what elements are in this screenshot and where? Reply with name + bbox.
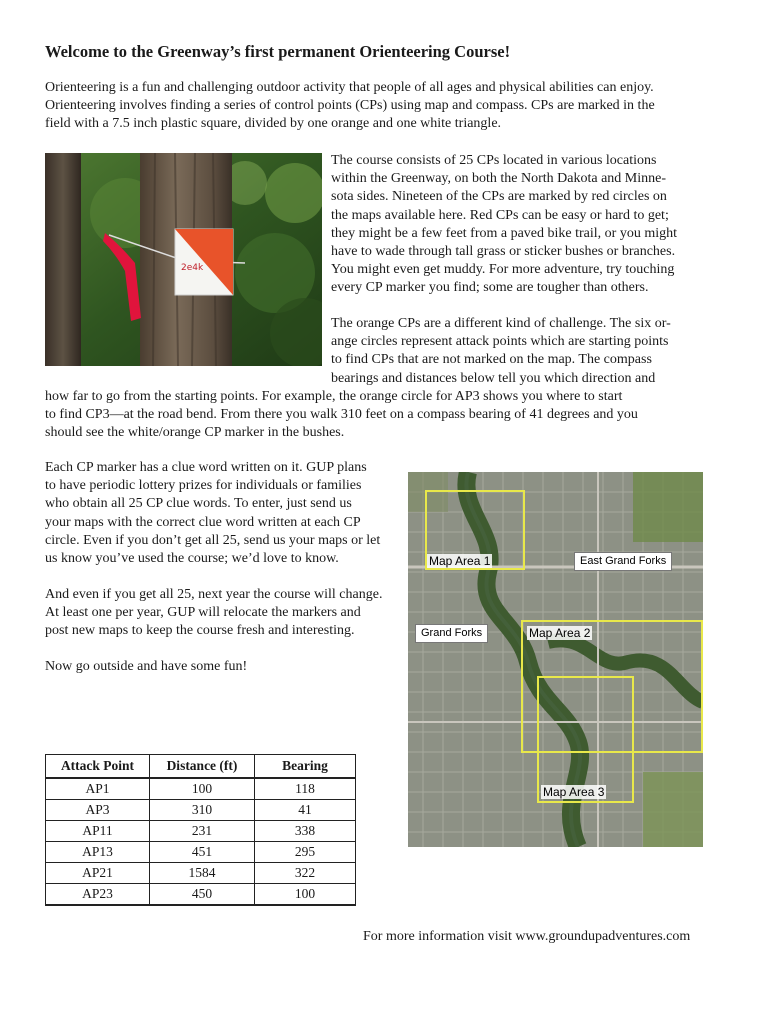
text-line: us know you’ve used the course; we’d love to know.	[45, 551, 339, 567]
text-line: field with a 7.5 inch plastic square, divided by one orange and one white triangle.	[45, 116, 502, 132]
page-title: Welcome to the Greenway’s first permanent Orienteering Course!	[45, 42, 511, 61]
bearing-cell: 41	[255, 800, 356, 821]
text-line: who obtain all 25 CP clue words. To enter, just send us	[45, 496, 352, 512]
distance-cell: 231	[150, 821, 255, 842]
cp-marker-photo	[45, 153, 322, 366]
text-line: within the Greenway, on both the North Dakota and Minne-	[331, 171, 667, 187]
aerial-map	[408, 472, 703, 847]
attack-point-cell: AP3	[46, 800, 150, 821]
text-line: sota sides. Nineteen of the CPs are marked by red circles on	[331, 189, 667, 205]
grand-forks-label: Grand Forks	[415, 624, 488, 643]
bearing-cell: 100	[255, 884, 356, 906]
table-row	[46, 778, 356, 800]
text-line: have to wade through tall grass or sticker bushes or branches.	[331, 244, 676, 260]
course-paragraph	[331, 152, 677, 298]
column-header: Attack Point	[46, 755, 150, 779]
attack-point-cell: AP11	[46, 821, 150, 842]
text-line: your maps with the correct clue word written at each CP	[45, 514, 361, 530]
text-line: And even if you get all 25, next year the course will change.	[45, 587, 383, 602]
attack-point-table	[45, 754, 356, 906]
clue-word-paragraph	[45, 459, 380, 568]
table-row	[46, 884, 356, 906]
text-line: bearings and distances below tell you which direction and	[331, 370, 656, 386]
text-line: Orienteering is a fun and challenging outdoor activity that people of all ages and physical abilities can enjoy.	[45, 80, 654, 95]
bearing-cell: 295	[255, 842, 356, 863]
closing-line: Now go outside and have some fun!	[45, 659, 248, 674]
text-line: The orange CPs are a different kind of challenge. The six or-	[331, 316, 671, 331]
distance-cell: 310	[150, 800, 255, 821]
east-grand-forks-label: East Grand Forks	[574, 552, 672, 571]
table-row	[46, 821, 356, 842]
text-line: At least one per year, GUP will relocate the markers and	[45, 605, 361, 621]
bearing-cell: 338	[255, 821, 356, 842]
distance-cell: 1584	[150, 863, 255, 884]
text-line: Orienteering involves finding a series of control points (CPs) using map and compass. CPs are marked in the	[45, 98, 655, 114]
attack-point-cell: AP21	[46, 863, 150, 884]
map-area-2-label: Map Area 2	[529, 626, 591, 640]
attack-point-cell: AP1	[46, 778, 150, 800]
map-area-1-label: Map Area 1	[429, 554, 491, 568]
text-line: The course consists of 25 CPs located in various locations	[331, 153, 657, 168]
text-line: to find CP3—at the road bend. From there you walk 310 feet on a compass bearing of 41 degrees and you	[45, 407, 638, 423]
text-line: should see the white/orange CP marker in the bushes.	[45, 425, 345, 441]
distance-cell: 450	[150, 884, 255, 906]
attack-point-cell: AP13	[46, 842, 150, 863]
text-line: the maps available here. Red CPs can be easy or hard to get;	[331, 207, 669, 223]
text-line: Each CP marker has a clue word written on it. GUP plans	[45, 460, 367, 475]
distance-cell: 451	[150, 842, 255, 863]
text-line: to have periodic lottery prizes for individuals or families	[45, 478, 362, 494]
bearing-cell: 322	[255, 863, 356, 884]
column-header: Distance (ft)	[150, 755, 255, 779]
distance-cell: 100	[150, 778, 255, 800]
table-header-row	[46, 755, 356, 779]
text-line: post new maps to keep the course fresh and interesting.	[45, 623, 355, 639]
text-line: they might be a few feet from a paved bike trail, or you might	[331, 225, 678, 241]
attack-point-cell: AP23	[46, 884, 150, 906]
next-year-paragraph	[45, 586, 382, 641]
text-line: circle. Even if you don’t get all 25, send us your maps or let	[45, 532, 381, 548]
column-header: Bearing	[255, 755, 356, 779]
text-line: every CP marker you find; some are tougher than others.	[331, 280, 649, 296]
text-line: to find CPs that are not marked on the map. The compass	[331, 352, 652, 368]
intro-paragraph	[45, 79, 655, 134]
table-row	[46, 863, 356, 884]
orange-cp-paragraph	[45, 315, 671, 442]
map-area-3-box	[537, 676, 634, 803]
footer-info: For more information visit www.groundupadventures.com	[363, 929, 691, 944]
text-line: ange circles represent attack points which are starting points	[331, 334, 669, 350]
table-row	[46, 800, 356, 821]
table-row	[46, 842, 356, 863]
map-area-3-label: Map Area 3	[543, 785, 605, 799]
text-line: You might even get muddy. For more adventure, try touching	[331, 262, 675, 278]
bearing-cell: 118	[255, 778, 356, 800]
text-line: how far to go from the starting points. For example, the orange circle for AP3 shows you where to start	[45, 388, 623, 404]
svg-text:2e4k: 2e4k	[181, 263, 204, 273]
